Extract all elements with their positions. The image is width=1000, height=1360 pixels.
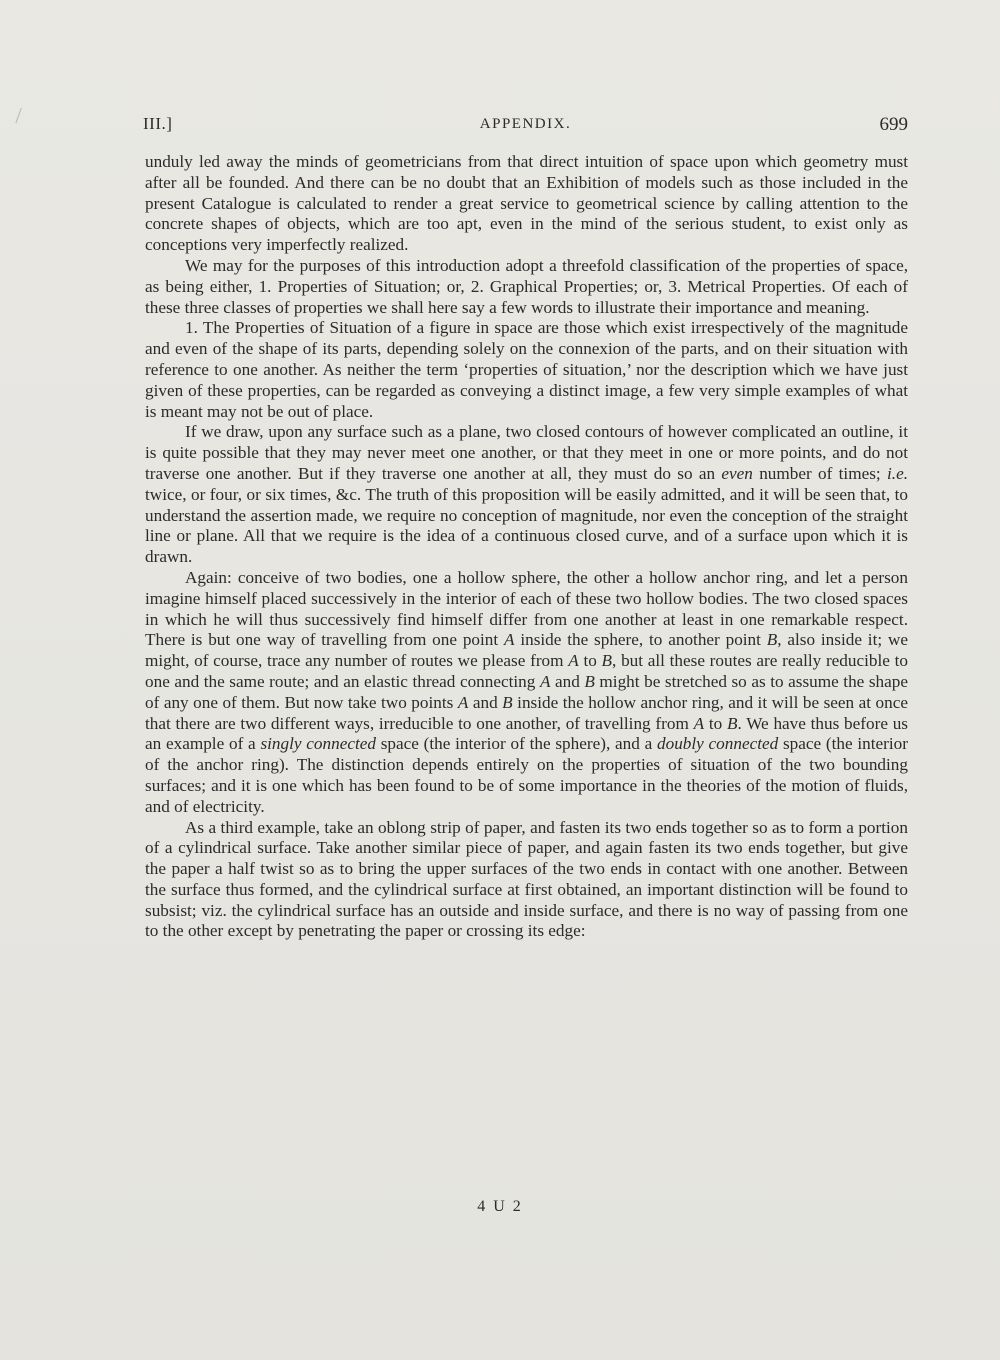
running-header bbox=[143, 114, 908, 142]
text-run: inside the sphere, to another point bbox=[514, 630, 767, 650]
italic-text: B bbox=[766, 630, 778, 650]
text-run: inside the hollow anchor ring, and it will be seen at once that there are two different ways, irreducible to one another, of travelling from bbox=[145, 692, 908, 733]
text-run: to bbox=[578, 651, 602, 671]
signature-mark: 4 U 2 bbox=[477, 1198, 523, 1215]
paragraph bbox=[145, 152, 908, 256]
italic-text: B bbox=[726, 713, 738, 733]
paragraph bbox=[145, 422, 908, 568]
text-run: number of times; bbox=[752, 463, 887, 483]
text-run: 1. The Properties of Situation of a figure in space are those which exist irrespectively of the magnitude and even of the shape of its parts, depending solely on the connexion of the parts, and on their situation with reference to one another. As neither the term ‘properties of situation,’ nor the description which we have just given of these properties, can be regarded as conveying a distinct image, a few very simple examples of what is meant may not be out of place. bbox=[145, 318, 908, 421]
section-label: III.] bbox=[143, 114, 173, 133]
italic-text: B bbox=[584, 671, 595, 691]
running-title: APPENDIX. bbox=[479, 116, 572, 132]
italic-text: even bbox=[721, 463, 753, 483]
text-run: , but all these routes are really reducible to one and the same route; and an elastic thread connecting bbox=[145, 651, 908, 691]
text-run: We may for the purposes of this introduction adopt a threefold classification of the properties of space, as being either, 1. Properties of Situation; or, 2. Graphical Properties; or, 3. Metrical Properties. Of each of these three classes of properties we shall here say a few words to illustrate their importance and meaning. bbox=[145, 255, 908, 317]
text-run: Again: conceive of two bodies, one a hollow sphere, the other a hollow anchor ring, and let a person imagine himself placed successively in the interior of each of these two hollow bodies. The two closed spaces in which he will thus successively find himself differ from one another at least in one remarkable respect. There is but one way of travelling from one point bbox=[145, 567, 908, 650]
text-run: , also inside it; we might, of course, trace any number of routes we please from bbox=[145, 630, 908, 671]
body-text bbox=[145, 152, 908, 942]
paragraph bbox=[145, 818, 908, 943]
italic-text: A bbox=[504, 630, 515, 650]
italic-text: A bbox=[457, 692, 469, 712]
italic-text: i.e. bbox=[887, 463, 908, 483]
italic-text: B bbox=[502, 692, 513, 712]
text-run: twice, or four, or six times, &c. The truth of this proposition will be easily admitted, and it will be seen that, to understand the assertion made, we require no conception of magnitude, nor even the conception of the straight line or plane. All that we require is the idea of a continuous closed curve, and of a surface upon which it is drawn. bbox=[145, 484, 908, 567]
paragraph bbox=[145, 318, 908, 422]
paragraph bbox=[145, 568, 908, 818]
italic-text: A bbox=[539, 671, 551, 691]
page-number: 699 bbox=[879, 114, 908, 135]
text-run: space (the interior of the anchor ring). The distinction depends entirely on the properties of situation of the two bounding surfaces; and it is one which has been found to be of some importance in the theories of the motion of fluids, and of electricity. bbox=[145, 734, 908, 816]
italic-text: B bbox=[601, 651, 613, 671]
text-run: If we draw, upon any surface such as a plane, two closed contours of however complicated an outline, it is quite possible that they may never meet one another, or that they meet in one or more points, and do not traverse one another. But if they traverse one another at all, they must do so an bbox=[145, 422, 908, 483]
italic-text: A bbox=[693, 713, 705, 733]
text-run: and bbox=[468, 692, 503, 712]
text-run: to bbox=[704, 713, 727, 733]
text-run: As a third example, take an oblong strip of paper, and fasten its two ends together so as to form a portion of a cylindrical surface. Take another similar piece of paper, and again fasten its two ends together, but give the paper a half twist so as to bring the upper surfaces of the two ends in contact with one another. Between the surface thus formed, and the cylindrical surface at first obtained, an important distinction will be found to subsist; viz. the cylindrical surface has an outside and inside surface, and there is no way of passing from one to the other except by penetrating the paper or crossing its edge: bbox=[145, 817, 908, 941]
italic-text: doubly connected bbox=[657, 734, 779, 754]
text-run: . We have thus before us an example of a bbox=[145, 713, 908, 754]
paragraph bbox=[145, 256, 908, 318]
italic-text: A bbox=[568, 651, 579, 671]
italic-text: singly connected bbox=[260, 734, 376, 754]
text-run: might be stretched so as to assume the shape of any one of them. But now take two points bbox=[145, 671, 908, 712]
text-run: unduly led away the minds of geometricians from that direct intuition of space upon which geometry must after all be founded. And there can be no doubt that an Exhibition of models such as those included in the present Catalogue is calculated to render a great service to geometrical science by calling attention to the concrete shapes of objects, which are too apt, even in the mind of the serious student, to exist only as conceptions very imperfectly realized. bbox=[145, 152, 908, 255]
text-run: and bbox=[550, 671, 585, 691]
text-run: space (the interior of the sphere), and a bbox=[375, 734, 657, 754]
margin-mark bbox=[15, 108, 23, 124]
